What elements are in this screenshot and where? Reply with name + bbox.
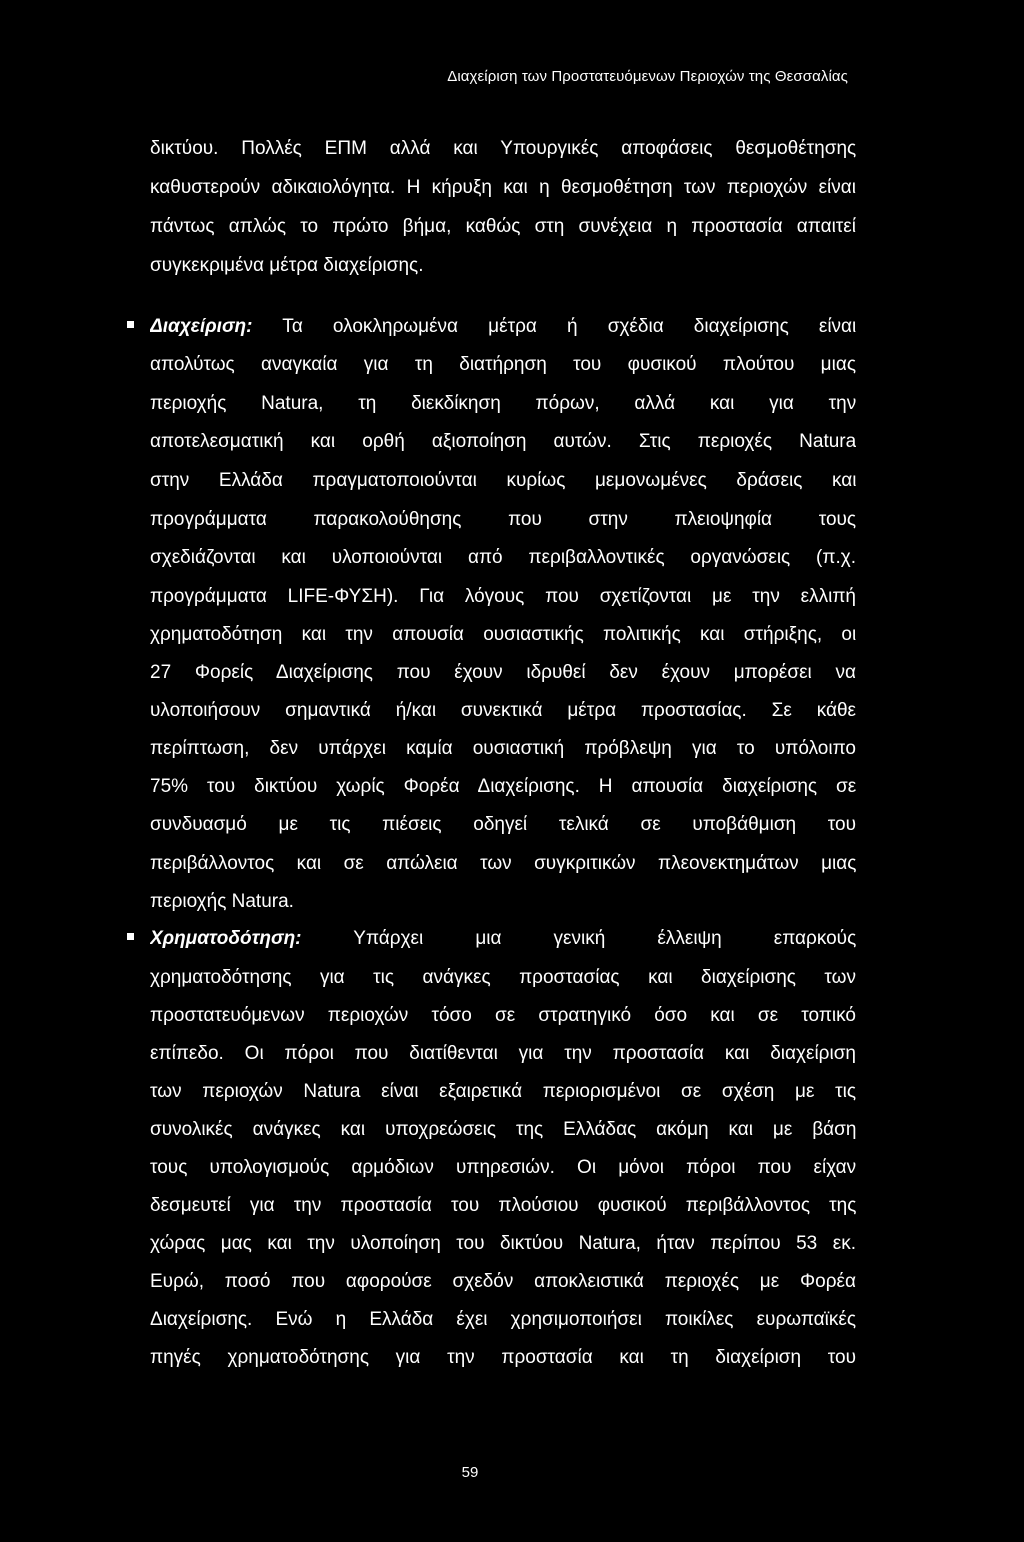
bullet-line: σχεδιάζονται και υλοποιούνται από περιβαλλοντικές οργανώσεις (π.χ. <box>150 547 856 568</box>
bullet-line: προγράμματα LIFE-ΦΥΣΗ). Για λόγους που σχετίζονται με την ελλιπή <box>150 586 856 607</box>
intro-line: καθυστερούν αδικαιολόγητα. Η κήρυξη και η θεσμοθέτηση των περιοχών είναι <box>150 177 856 198</box>
bullet-line: προγράμματα παρακολούθησης που στην πλειοψηφία τους <box>150 509 856 530</box>
bullet-line: 27 Φορείς Διαχείρισης που έχουν ιδρυθεί δεν έχουν μπορέσει να <box>150 662 856 683</box>
bullet-term: Χρηματοδότηση: <box>150 928 302 949</box>
bullet-marker <box>127 321 134 328</box>
bullet-line: δεσμευτεί για την προστασία του πλούσιου φυσικού περιβάλλοντος της <box>150 1195 856 1216</box>
bullet-line: περιοχής Natura. <box>150 891 294 912</box>
intro-line: συγκεκριμένα μέτρα διαχείρισης. <box>150 255 424 276</box>
bullet-line: απολύτως αναγκαία για τη διατήρηση του φυσικού πλούτου μιας <box>150 354 856 375</box>
bullet-first-line-text: Τα ολοκληρωμένα μέτρα ή σχέδια διαχείρισης είναι <box>282 316 856 337</box>
bullet-line: πηγές χρηματοδότησης για την προστασία και τη διαχείριση του <box>150 1347 856 1368</box>
bullet-line: υλοποιήσουν σημαντικά ή/και συνεκτικά μέτρα προστασίας. Σε κάθε <box>150 700 856 721</box>
bullet-line: επίπεδο. Οι πόροι που διατίθενται για την προστασία και διαχείριση <box>150 1043 856 1064</box>
bullet-line: στην Ελλάδα πραγματοποιούνται κυρίως μεμονωμένες δράσεις και <box>150 470 856 491</box>
bullet-line: αποτελεσματική και ορθή αξιοποίηση αυτών. Στις περιοχές Natura <box>150 431 856 452</box>
bullet-line: των περιοχών Natura είναι εξαιρετικά περιορισμένοι σε σχέση με τις <box>150 1081 856 1102</box>
running-header: Διαχείριση των Προστατευόμενων Περιοχών της Θεσσαλίας <box>447 68 848 85</box>
intro-line: πάντως απλώς το πρώτο βήμα, καθώς στη συνέχεια η προστασία απαιτεί <box>150 216 856 237</box>
bullet-line: περιβάλλοντος και σε απώλεια των συγκριτικών πλεονεκτημάτων μιας <box>150 853 856 874</box>
bullet-line: χρηματοδότησης για τις ανάγκες προστασίας και διαχείρισης των <box>150 967 856 988</box>
bullet-first-line-text: Υπάρχει μια γενική έλλειψη επαρκούς <box>353 928 856 949</box>
bullet-line: περίπτωση, δεν υπάρχει καμία ουσιαστική πρόβλεψη για το υπόλοιπο <box>150 738 856 759</box>
bullet-line: συνολικές ανάγκες και υποχρεώσεις της Ελλάδας ακόμη και με βάση <box>150 1119 856 1140</box>
page-number: 59 <box>461 1464 479 1481</box>
intro-line: δικτύου. Πολλές ΕΠΜ αλλά και Υπουργικές αποφάσεις θεσμοθέτησης <box>150 138 856 159</box>
bullet-line: Ευρώ, ποσό που αφορούσε σχεδόν αποκλειστικά περιοχές με Φορέα <box>150 1271 856 1292</box>
bullet-line: συνδυασμό με τις πιέσεις οδηγεί τελικά σε υποβάθμιση του <box>150 814 856 835</box>
bullet-line: χώρας μας και την υλοποίηση του δικτύου Natura, ήταν περίπου 53 εκ. <box>150 1233 856 1254</box>
bullet-line: περιοχής Natura, τη διεκδίκηση πόρων, αλλά και για την <box>150 393 856 414</box>
bullet-marker <box>127 933 134 940</box>
bullet-first-line <box>150 315 856 339</box>
bullet-line: Διαχείρισης. Ενώ η Ελλάδα έχει χρησιμοποιήσει ποικίλες ευρωπαϊκές <box>150 1309 856 1330</box>
bullet-line: χρηματοδότηση και την απουσία ουσιαστικής πολιτικής και στήριξης, οι <box>150 624 856 645</box>
bullet-term: Διαχείριση: <box>150 316 253 337</box>
bullet-first-line <box>150 927 856 951</box>
bullet-line: προστατευόμενων περιοχών τόσο σε στρατηγικό όσο και σε τοπικό <box>150 1005 856 1026</box>
bullet-line: τους υπολογισμούς αρμόδιων υπηρεσιών. Οι μόνοι πόροι που είχαν <box>150 1157 856 1178</box>
bullet-line: 75% του δικτύου χωρίς Φορέα Διαχείρισης. Η απουσία διαχείρισης σε <box>150 776 856 797</box>
